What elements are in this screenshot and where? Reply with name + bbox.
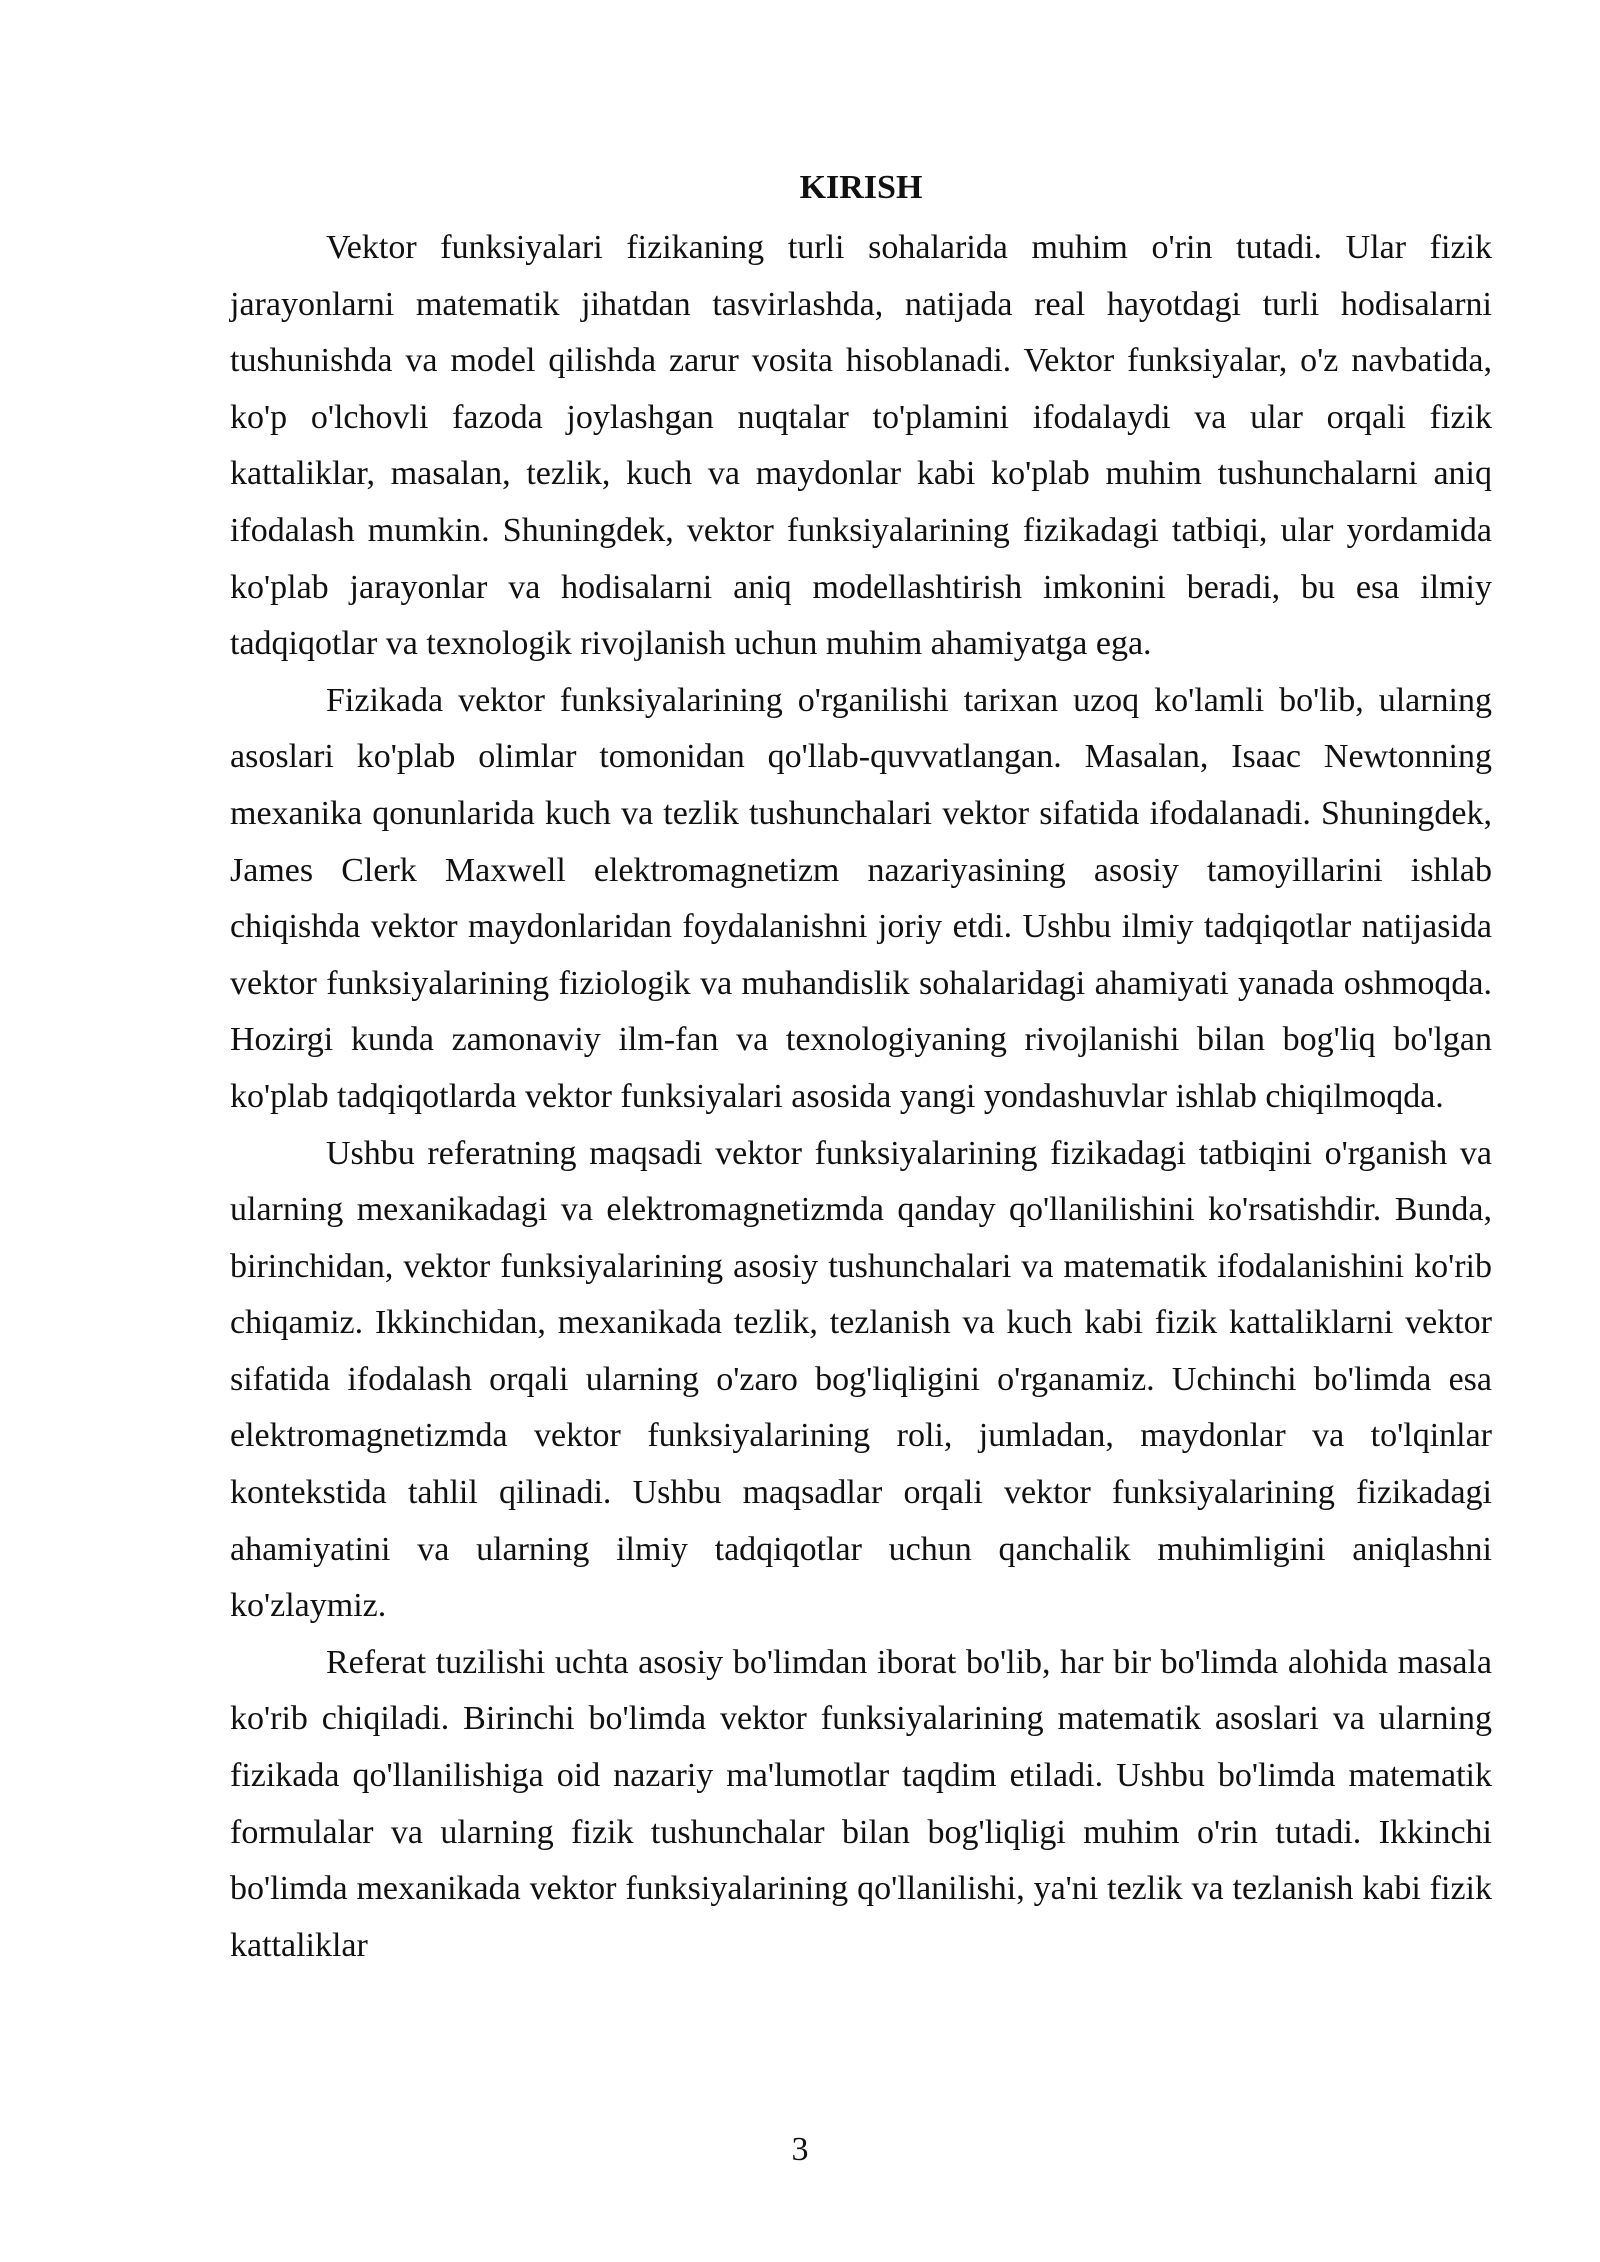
paragraph-1: Vektor funksiyalari fizikaning turli sohalarida muhim o'rin tutadi. Ular fizik jarayonlarni matematik jihatdan tasvirlashda, natijada real hayotdagi turli hodisalarni tushunishda va model qilishda zarur vosita hisoblanadi. Vektor funksiyalar, o'z navbatida, ko'p o'lchovli fazoda joylashgan nuqtalar to'plamini ifodalaydi va ular orqali fizik kattaliklar, masalan, tezlik, kuch va maydonlar kabi ko'plab muhim tushunchalarni aniq ifodalash mumkin. Shuningdek, vektor funksiyalarining fizikadagi tatbiqi, ular yordamida ko'plab jarayonlar va hodisalarni aniq modellashtirish imkonini beradi, bu esa ilmiy tadqiqotlar va texnologik rivojlanish uchun muhim ahamiyatga ega. xyxy=(230,229,1492,663)
paragraph-2: Fizikada vektor funksiyalarining o'rganilishi tarixan uzoq ko'lamli bo'lib, ularning asoslari ko'plab olimlar tomonidan qo'llab-quvvatlangan. Masalan, Isaac Newtonning mexanika qonunlarida kuch va tezlik tushunchalari vektor sifatida ifodalanadi. Shuningdek, James Clerk Maxwell elektromagnetizm nazariyasining asosiy tamoyillarini ishlab chiqishda vektor maydonlaridan foydalanishni joriy etdi. Ushbu ilmiy tadqiqotlar natijasida vektor funksiyalarining fiziologik va muhandislik sohalaridagi ahamiyati yanada oshmoqda. Hozirgi kunda zamonaviy ilm-fan va texnologiyaning rivojlanishi bilan bog'liq bo'lgan ko'plab tadqiqotlarda vektor funksiyalari asosida yangi yondashuvlar ishlab chiqilmoqda. xyxy=(230,681,1492,1115)
paragraph-3: Ushbu referatning maqsadi vektor funksiyalarining fizikadagi tatbiqini o'rganish va ularning mexanikadagi va elektromagnetizmda qanday qo'llanilishini ko'rsatishdir. Bunda, birinchidan, vektor funksiyalarining asosiy tushunchalari va matematik ifodalanishini ko'rib chiqamiz. Ikkinchidan, mexanikada tezlik, tezlanish va kuch kabi fizik kattaliklarni vektor sifatida ifodalash orqali ularning o'zaro bog'liqligini o'rganamiz. Uchinchi bo'limda esa elektromagnetizmda vektor funksiyalarining roli, jumladan, maydonlar va to'lqinlar kontekstida tahlil qilinadi. Ushbu maqsadlar orqali vektor funksiyalarining fizikadagi ahamiyatini va ularning ilmiy tadqiqotlar uchun qanchalik muhimligini aniqlashni ko'zlaymiz. xyxy=(230,1134,1492,1625)
page-title: KIRISH xyxy=(799,169,923,206)
page-content xyxy=(230,160,1492,1974)
paragraph-4: Referat tuzilishi uchta asosiy bo'limdan iborat bo'lib, har bir bo'limda alohida masala ko'rib chiqiladi. Birinchi bo'limda vektor funksiyalarining matematik asoslari va ularning fizikada qo'llanilishiga oid nazariy ma'lumotlar taqdim etiladi. Ushbu bo'limda matematik formulalar va ularning fizik tushunchalar bilan bog'liqligi muhim o'rin tutadi. Ikkinchi bo'limda mexanikada vektor funksiyalarining qo'llanilishi, ya'ni tezlik va tezlanish kabi fizik kattaliklar xyxy=(230,1643,1492,1964)
page-number: 3 xyxy=(791,2131,809,2168)
